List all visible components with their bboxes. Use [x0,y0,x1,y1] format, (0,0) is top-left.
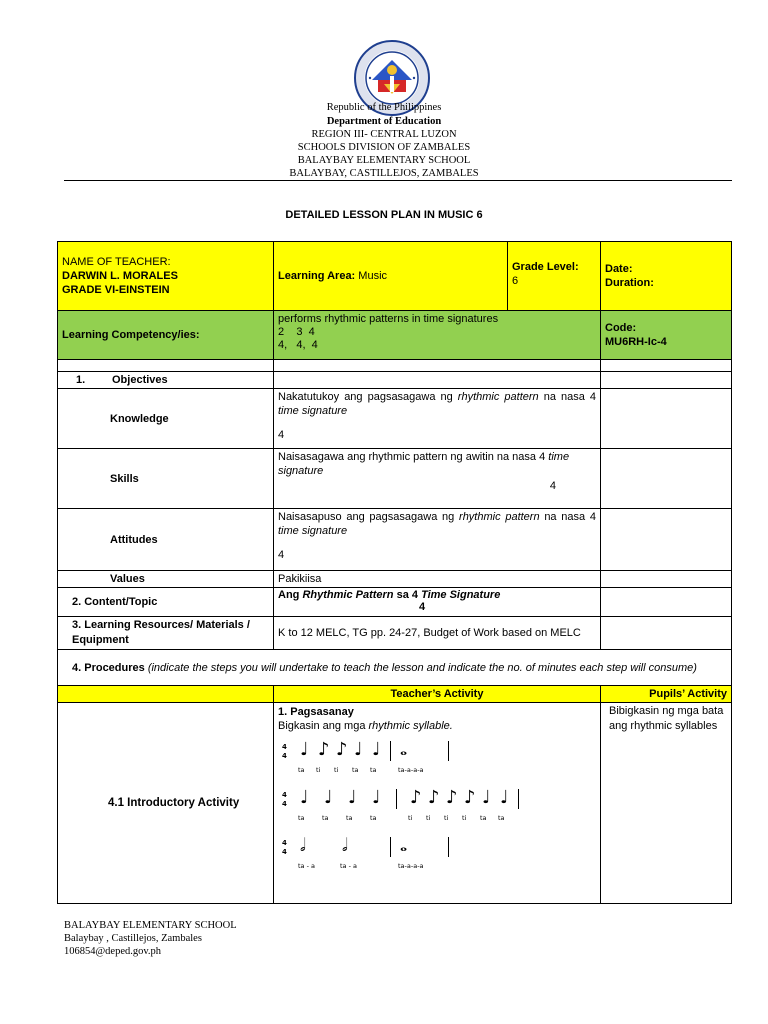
rhythm-note: ♪ [428,787,440,808]
rhythm-notation [278,735,546,875]
header-division: SCHOOLS DIVISION OF ZAMBALES [297,142,471,153]
rhythm-note: ♩ [372,739,381,760]
rhythm-note: ♩ [300,739,309,760]
rhythm-syllable: ti [462,814,467,822]
learning-area-cell [274,242,508,311]
grade-level-value: 6 [512,275,519,287]
resources-value: K to 12 MELC, TG pp. 24-27, Budget of Work based on MELC [274,617,601,650]
duration-label: Duration: [605,277,654,289]
resources-label: 3. Learning Resources/ Materials / Equipment [58,617,274,650]
grade-level-cell [508,242,601,311]
objectives-label: Objectives [112,374,168,386]
procedures-cell [58,650,732,686]
rhythm-syllable: ta-a-a-a [398,862,424,870]
resources-row [58,617,732,650]
learning-area-value: Music [358,270,388,282]
info-row [58,242,732,311]
rhythm-note: ♪ [446,787,458,808]
rhythm-note: ♩ [354,739,363,760]
spacer-row [58,360,732,372]
rhythm-syllable: ta [370,814,377,822]
footer-email: 106854@deped.gov.ph [64,946,162,957]
footer-school: BALAYBAY ELEMENTARY SCHOOL [64,920,237,931]
rhythm-note: ♩ [500,787,509,808]
header-region: REGION III- CENTRAL LUZON [311,129,457,140]
rhythm-syllable: ti [426,814,431,822]
document-title: DETAILED LESSON PLAN IN MUSIC 6 [285,209,483,221]
footer [64,919,237,958]
rhythm-note: ♩ [324,787,333,808]
teacher-cell [58,242,274,311]
bar-line [448,741,449,761]
content-label: 2. Content/Topic [58,588,274,617]
intro-label: 4.1 Introductory Activity [58,703,274,904]
rhythm-syllable: ti [334,766,339,774]
date-label: Date: [605,263,633,275]
rhythm-note: 𝅝 [400,739,408,760]
procedures-label: 4. Procedures [72,661,145,674]
rhythm-note: ♩ [372,787,381,808]
competency-row [58,311,732,360]
pupil-activity-header: Pupils’ Activity [601,686,732,703]
rhythm-syllable: ta - a [340,862,357,870]
grade-level-label: Grade Level: [512,261,579,273]
teacher-name: DARWIN L. MORALES [62,270,178,282]
rhythm-note: ♪ [336,739,348,760]
values-row [58,571,732,588]
code-cell [601,311,732,360]
rhythm-note: 𝅗𝅥 [300,835,306,856]
rhythm-syllable: ti [408,814,413,822]
rhythm-syllable: ta - a [298,862,315,870]
rhythm-note: 𝅗𝅥 [342,835,348,856]
date-duration-cell [601,242,732,311]
rhythm-note: ♩ [300,787,309,808]
rhythm-syllable: ta [346,814,353,822]
header-divider [64,180,732,181]
lesson-plan-table [57,241,732,904]
attitudes-label: Attitudes [58,509,274,571]
rhythm-note: 𝅝 [400,835,408,856]
header-department: Department of Education [326,116,442,127]
knowledge-label: Knowledge [58,389,274,449]
time-signature: 4 4 [282,791,287,808]
header-address: BALAYBAY, CASTILLEJOS, ZAMBALES [289,168,479,179]
attitudes-row [58,509,732,571]
header-school: BALAYBAY ELEMENTARY SCHOOL [297,155,471,166]
attitudes-text: Naisasapuso ang pagsasagawa ng rhythmic pattern na nasa 4 time signature 4 [274,509,601,571]
values-value: Pakikiisa [274,571,601,588]
rhythm-syllable: ti [444,814,449,822]
competency-line3: 4, 4, 4 [278,339,318,351]
knowledge-text: Nakatutukoy ang pagsasagawa ng rhythmic pattern na nasa 4 time signature 4 [274,389,601,449]
rhythm-syllable: ta [370,766,377,774]
rhythm-syllable: ti [316,766,321,774]
intro-instruction: Bigkasin ang mga rhythmic syllable. [278,720,453,732]
intro-activity-row [58,703,732,904]
bar-line [390,741,391,761]
rhythm-syllable: ta-a-a-a [398,766,424,774]
learning-area-label: Learning Area: [278,270,356,282]
bar-line [396,789,397,809]
header-republic: Republic of the Philippines [326,102,442,113]
intro-pupil-cell [601,703,732,904]
rhythm-note: ♪ [410,787,422,808]
procedures-row [58,650,732,686]
time-signature: 4 4 [282,743,287,760]
rhythm-note: ♪ [464,787,476,808]
bar-line [390,837,391,857]
content-row [58,588,732,617]
footer-address: Balaybay , Castillejos, Zambales [64,933,202,944]
teacher-activity-header: Teacher’s Activity [274,686,601,703]
competency-line2: 2 3 4 [278,326,315,338]
rhythm-note: ♩ [348,787,357,808]
procedures-note: (indicate the steps you will undertake to teach the lesson and indicate the no. of minutes each step will consume) [144,661,697,674]
objectives-label-cell [58,372,274,389]
rhythm-syllable: ta [352,766,359,774]
competency-line1: performs rhythmic patterns in time signatures [278,313,499,325]
skills-row [58,449,732,509]
intro-teacher-cell [274,703,601,904]
teacher-label: NAME OF TEACHER: [62,256,171,268]
objectives-number: 1. [76,374,86,386]
rhythm-syllable: ta [322,814,329,822]
activity-header-row [58,686,732,703]
skills-label: Skills [58,449,274,509]
rhythm-note: ♩ [482,787,491,808]
rhythm-syllable: ta [480,814,487,822]
intro-step-title: 1. Pagsasanay [278,706,354,718]
competency-text-cell [274,311,601,360]
time-signature: 4 4 [282,839,287,856]
skills-text: Naisasagawa ang rhythmic pattern ng awitin na nasa 4 time signature 4 [274,449,601,509]
bar-line [448,837,449,857]
objectives-row [58,372,732,389]
code-value: MU6RH-Ic-4 [605,336,667,348]
knowledge-row [58,389,732,449]
values-label: Values [58,571,274,588]
competency-label: Learning Competency/ies: [58,311,274,360]
content-value: Ang Rhythmic Pattern sa 4 Time Signature 4 [274,588,601,617]
code-label: Code: [605,322,637,334]
intro-pupil-text: Bibigkasin ng mga bata ang rhythmic syllables [609,705,724,732]
rhythm-syllable: ta [298,814,305,822]
bar-line [518,789,519,809]
rhythm-syllable: ta [298,766,305,774]
teacher-section: GRADE VI-EINSTEIN [62,284,170,296]
rhythm-note: ♪ [318,739,330,760]
rhythm-syllable: ta [498,814,505,822]
